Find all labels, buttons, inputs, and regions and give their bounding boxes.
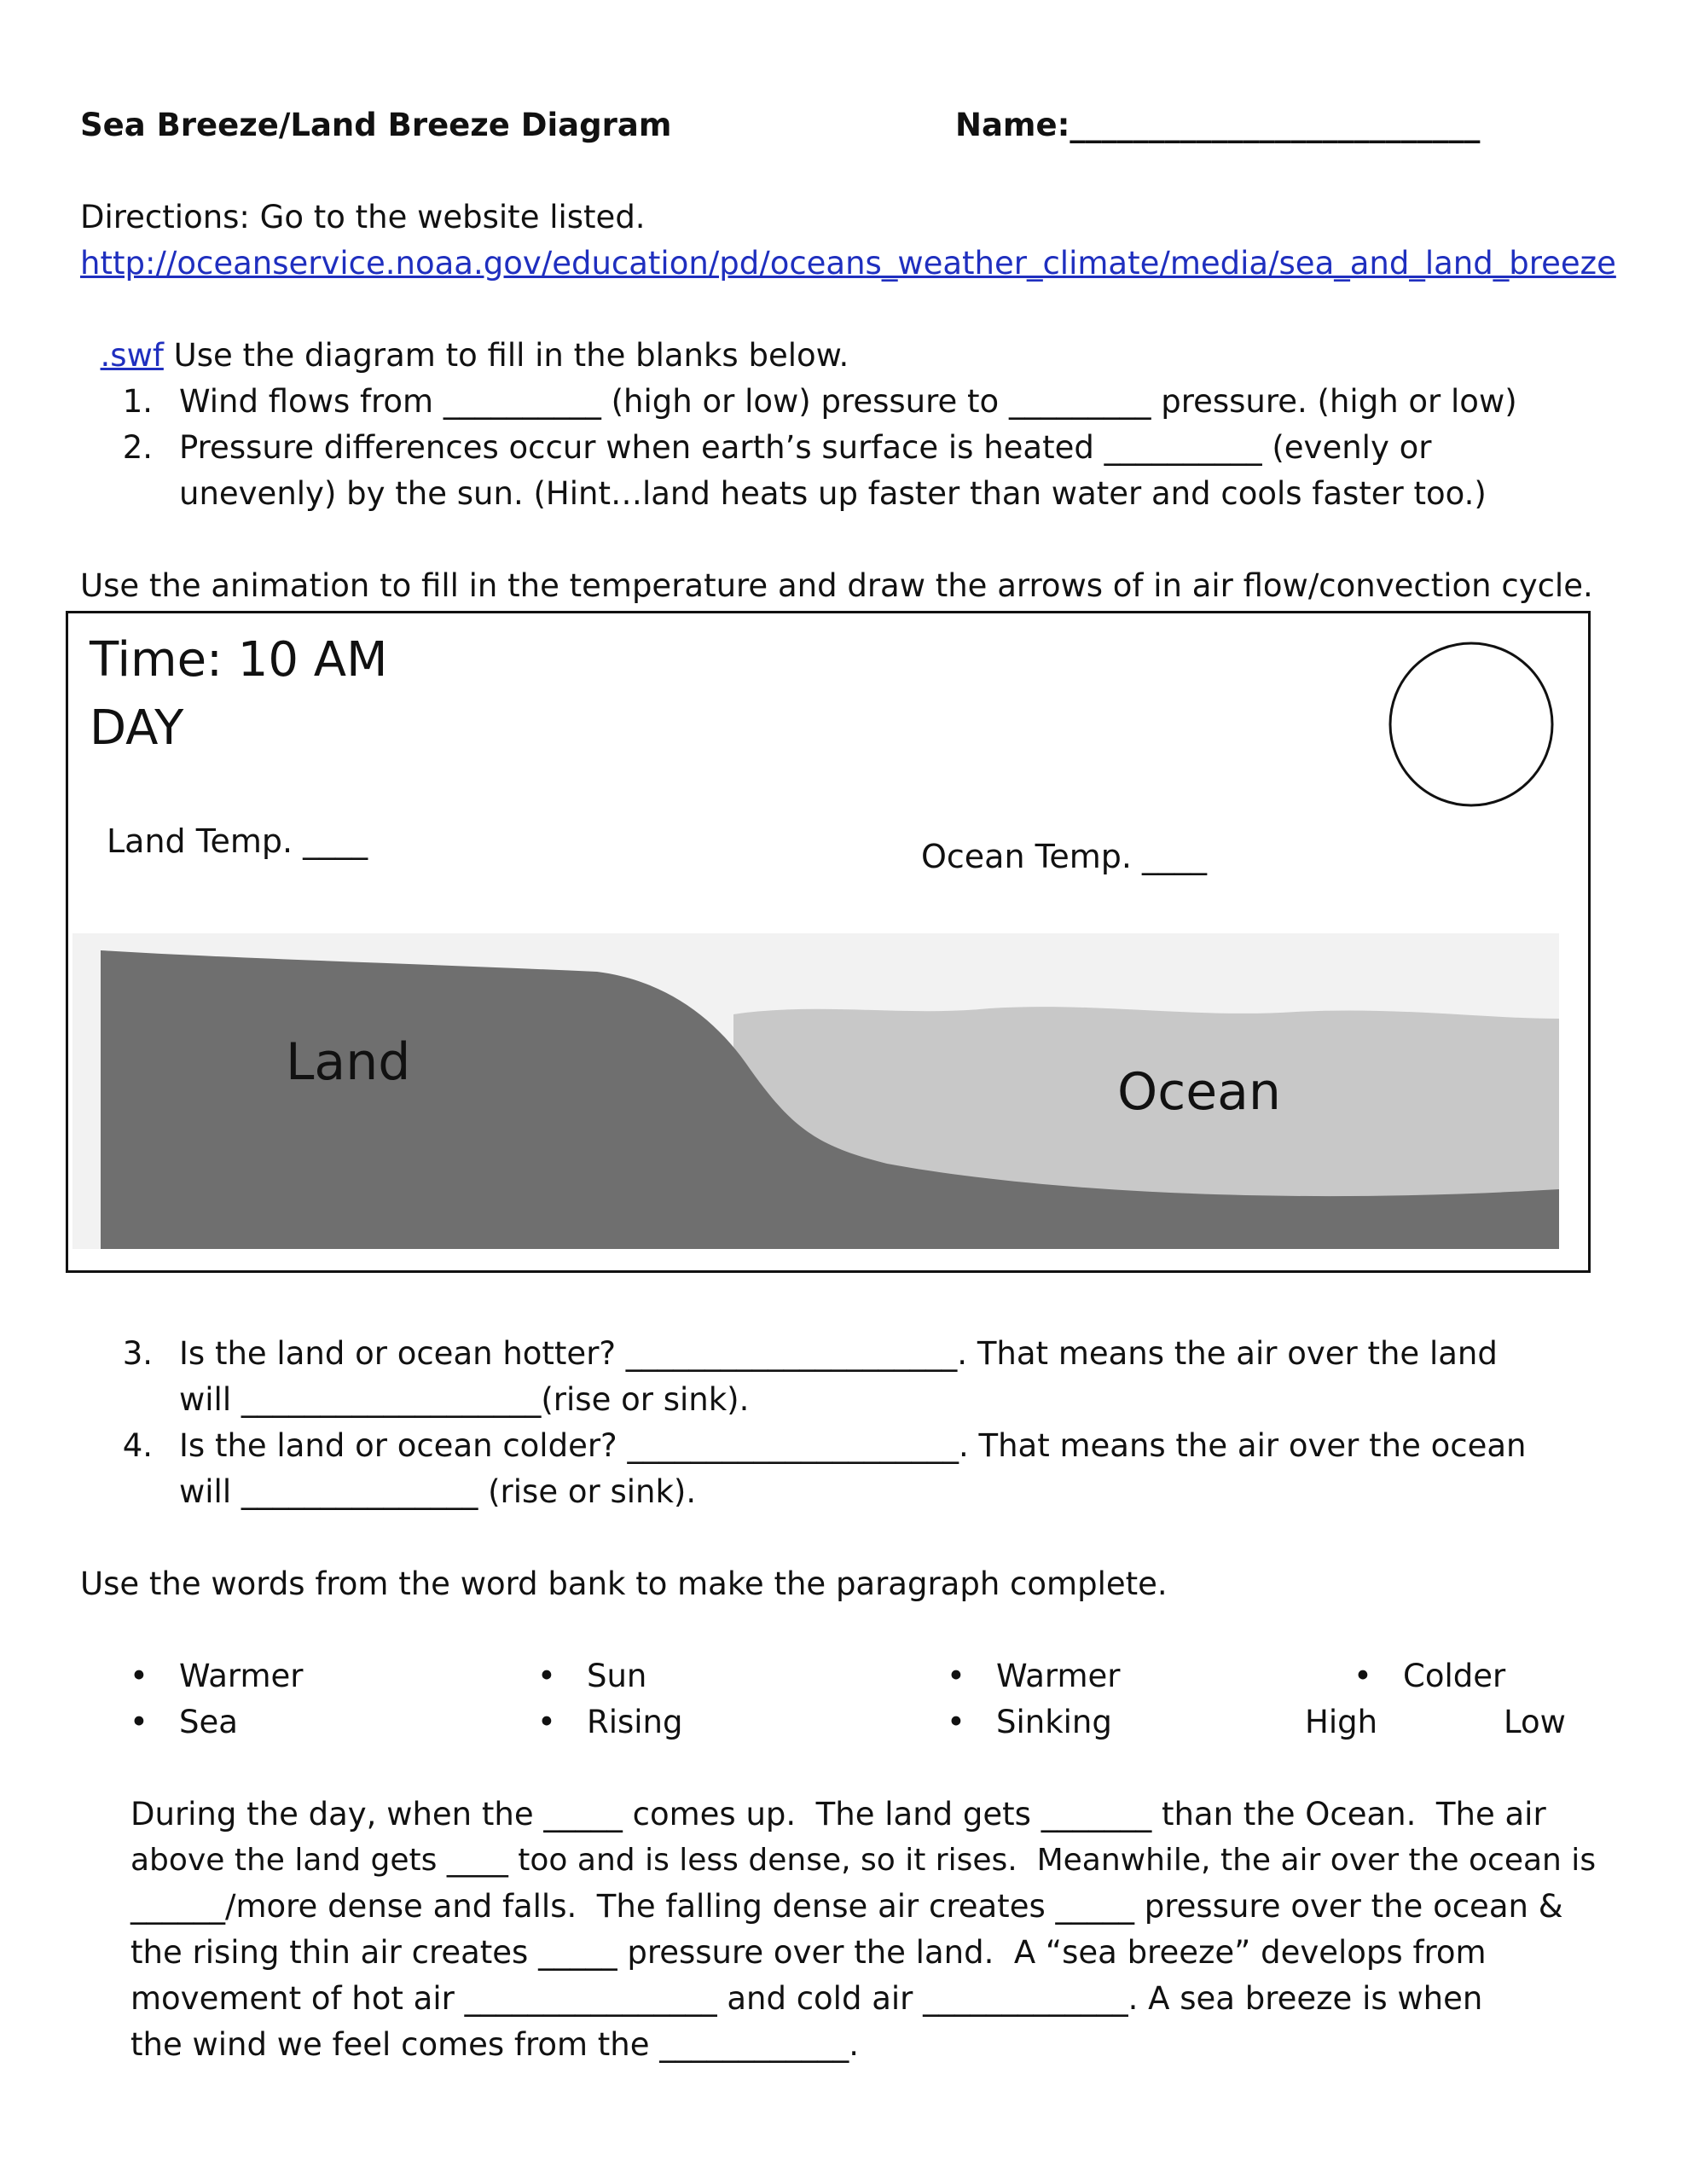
name-field[interactable]: Name:__________________________ bbox=[955, 107, 1481, 143]
paragraph-line[interactable]: During the day, when the _____ comes up. The land gets _______ than the Ocean. The air bbox=[130, 1796, 1546, 1833]
question-text[interactable]: Is the land or ocean colder? _____________________. That means the air over the ocean bbox=[179, 1427, 1527, 1464]
directions-line-3 bbox=[80, 287, 849, 379]
word-bank-item: • Sea bbox=[179, 1699, 238, 1745]
question-number: 3. bbox=[122, 1335, 153, 1372]
paragraph-line[interactable]: movement of hot air ________________ and cold air _____________. A sea breeze is when bbox=[130, 1980, 1483, 2017]
ocean-temp-label[interactable]: Ocean Temp. ____ bbox=[921, 838, 1208, 875]
land-temp-label[interactable]: Land Temp. ____ bbox=[107, 822, 368, 860]
word-bank-item: High bbox=[1305, 1704, 1378, 1740]
directions-instruction: Use the diagram to fill in the blanks below. bbox=[163, 337, 849, 374]
question-text-continued[interactable]: unevenly) by the sun. (Hint…land heats up faster than water and cools faster too.) bbox=[179, 475, 1487, 512]
question-text-continued[interactable]: will ___________________(rise or sink). bbox=[179, 1381, 750, 1418]
directions-text: Directions: Go to the website listed. bbox=[80, 199, 646, 235]
question-text[interactable]: Is the land or ocean hotter? _____________________. That means the air over the land bbox=[179, 1335, 1498, 1372]
website-link[interactable]: http://oceanservice.noaa.gov/education/pd/oceans_weather_climate/media/sea_and_land_breeze bbox=[80, 245, 1616, 282]
paragraph-line[interactable]: the wind we feel comes from the ____________. bbox=[130, 2026, 860, 2063]
word-bank-item: • Colder bbox=[1403, 1653, 1505, 1699]
word-bank-item: • Warmer bbox=[179, 1653, 303, 1699]
land-label: Land bbox=[286, 1032, 411, 1092]
word-bank-item: • Warmer bbox=[996, 1653, 1120, 1699]
diagram-time: Time: 10 AM bbox=[90, 632, 388, 688]
word-bank-item: • Sun bbox=[587, 1653, 646, 1699]
question-text[interactable]: Wind flows from __________ (high or low) pressure to _________ pressure. (high or low) bbox=[179, 383, 1517, 420]
sun-icon[interactable] bbox=[1386, 639, 1557, 810]
paragraph-line[interactable]: ______/more dense and falls. The falling dense air creates _____ pressure over the ocean & bbox=[130, 1888, 1563, 1925]
word-bank-item: • Rising bbox=[587, 1699, 682, 1745]
question-number: 2. bbox=[122, 429, 153, 466]
question-text-continued[interactable]: will _______________ (rise or sink). bbox=[179, 1473, 697, 1510]
worksheet-title: Sea Breeze/Land Breeze Diagram bbox=[80, 107, 672, 143]
question-number: 4. bbox=[122, 1427, 153, 1464]
website-link-continued[interactable]: .swf bbox=[100, 337, 164, 374]
paragraph-line[interactable]: above the land gets ____ too and is less dense, so it rises. Meanwhile, the air over the ocean is bbox=[130, 1843, 1597, 1878]
sea-breeze-diagram bbox=[66, 611, 1591, 1273]
word-bank-item: • Sinking bbox=[996, 1699, 1112, 1745]
word-bank-instruction: Use the words from the word bank to make the paragraph complete. bbox=[80, 1565, 1168, 1602]
word-bank-item: Low bbox=[1504, 1704, 1566, 1740]
question-number: 1. bbox=[122, 383, 153, 420]
animation-instruction: Use the animation to fill in the temperature and draw the arrows of in air flow/convection cycle. bbox=[80, 567, 1593, 604]
diagram-period: DAY bbox=[90, 700, 184, 756]
question-text[interactable]: Pressure differences occur when earth’s surface is heated __________ (evenly or bbox=[179, 429, 1432, 466]
paragraph-line[interactable]: the rising thin air creates _____ pressure over the land. A “sea breeze” develops from bbox=[130, 1934, 1487, 1971]
ocean-label: Ocean bbox=[1117, 1062, 1281, 1122]
